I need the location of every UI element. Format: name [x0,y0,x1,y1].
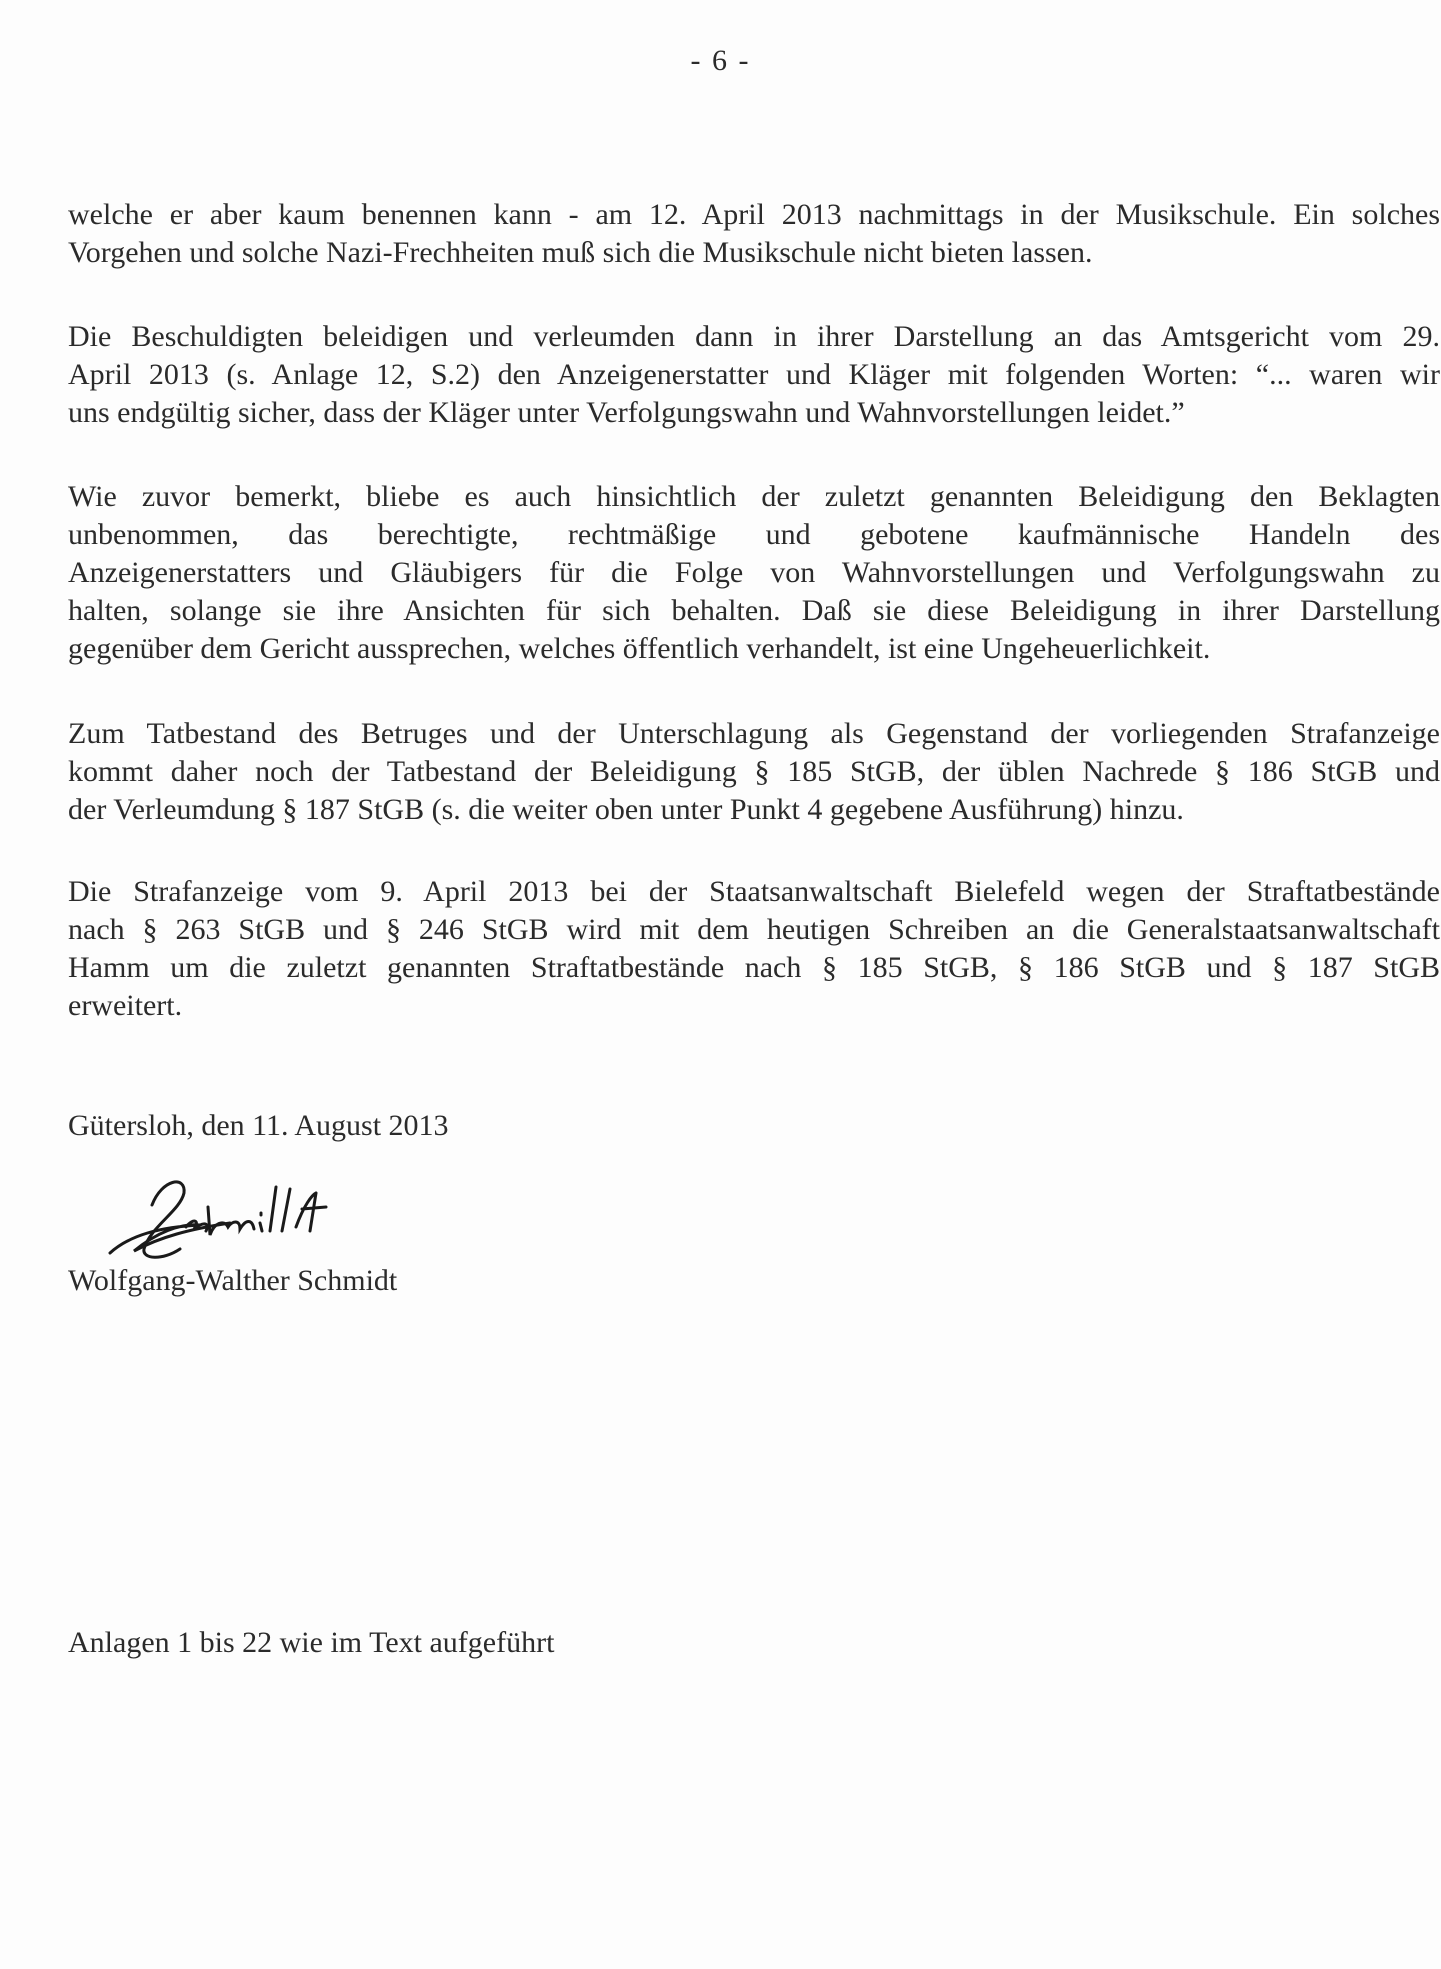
paragraph-3 [68,478,1440,668]
text-line: uns endgültig sicher, dass der Kläger unter Verfolgungswahn und Wahnvorstellungen leidet.” [68,396,1185,429]
paragraph-4 [68,715,1440,829]
text-line: Wie zuvor bemerkt, bliebe es auch hinsichtlich der zuletzt genannten Beleidigung den Beklagten [68,480,1440,513]
enclosures-note: Anlagen 1 bis 22 wie im Text aufgeführt [68,1626,555,1659]
page-number: - 6 - [690,44,751,77]
text-line: Hamm um die zuletzt genannten Straftatbestände nach § 185 StGB, § 186 StGB und § 187 StGB [68,951,1440,984]
text-line: unbenommen, das berechtigte, rechtmäßige und gebotene kaufmännische Handeln des [68,518,1440,551]
text-line: nach § 263 StGB und § 246 StGB wird mit dem heutigen Schreiben an die Generalstaatsanwaltschaft [68,913,1440,946]
text-line: der Verleumdung § 187 StGB (s. die weiter oben unter Punkt 4 gegebene Ausführung) hinzu. [68,793,1184,826]
text-line: Die Strafanzeige vom 9. April 2013 bei der Staatsanwaltschaft Bielefeld wegen der Straftatbestände [68,875,1440,908]
text-line: Vorgehen und solche Nazi-Frechheiten muß sich die Musikschule nicht bieten lassen. [68,236,1093,269]
handwritten-signature [90,1165,350,1275]
text-line: Zum Tatbestand des Betruges und der Unterschlagung als Gegenstand der vorliegenden Strafanzeige [68,717,1440,750]
text-line: halten, solange sie ihre Ansichten für sich behalten. Daß sie diese Beleidigung in ihrer Darstellung [68,594,1440,627]
signer-name: Wolfgang-Walther Schmidt [68,1264,398,1297]
text-line: kommt daher noch der Tatbestand der Beleidigung § 185 StGB, der üblen Nachrede § 186 StGB und [68,755,1440,788]
text-line: April 2013 (s. Anlage 12, S.2) den Anzeigenerstatter und Kläger mit folgenden Worten: “... waren wir [68,358,1440,391]
paragraph-1 [68,196,1440,272]
text-line: gegenüber dem Gericht aussprechen, welches öffentlich verhandelt, ist eine Ungeheuerlichkeit. [68,632,1211,665]
paragraph-2 [68,318,1440,432]
paragraph-5 [68,873,1440,1025]
place-and-date: Gütersloh, den 11. August 2013 [68,1109,449,1142]
text-line: erweitert. [68,989,183,1022]
text-line: welche er aber kaum benennen kann - am 12. April 2013 nachmittags in der Musikschule. Ein solches [68,198,1440,231]
text-line: Die Beschuldigten beleidigen und verleumden dann in ihrer Darstellung an das Amtsgericht vom 29. [68,320,1440,353]
text-line: Anzeigenerstatters und Gläubigers für die Folge von Wahnvorstellungen und Verfolgungswahn zu [68,556,1440,589]
